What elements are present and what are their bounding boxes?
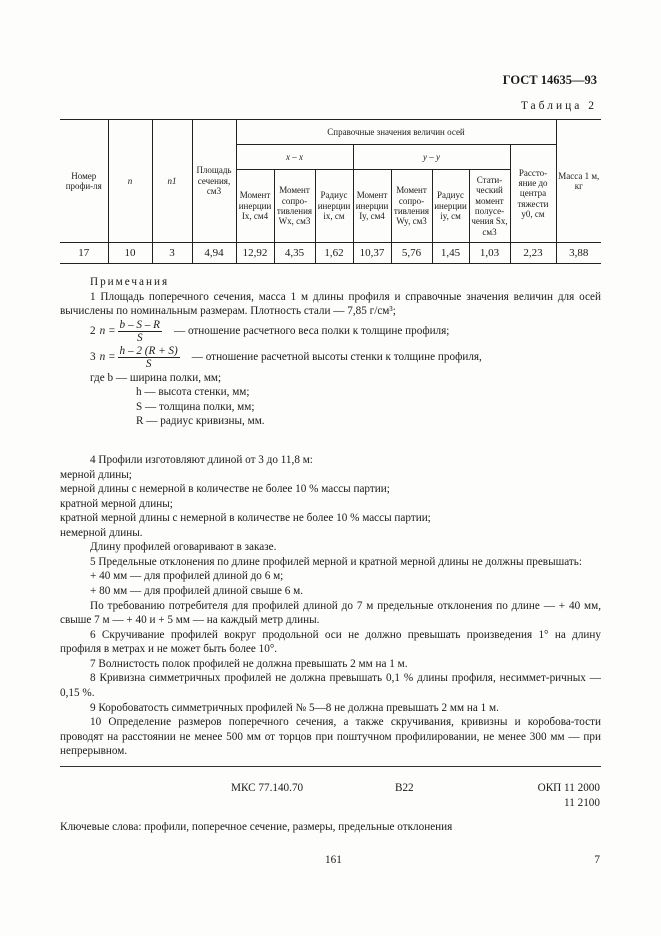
para-4f: Длину профилей оговаривают в заказе.	[90, 541, 277, 554]
note-2-numerator: b – S – R	[119, 318, 160, 331]
header-n1: n1	[152, 120, 192, 243]
cell-mass: 3,88	[556, 243, 601, 264]
para-4a: мерной длины;	[60, 468, 132, 481]
note-3-lhs: n =	[99, 351, 116, 364]
cell-area: 4,94	[192, 243, 236, 264]
para-4: 4 Профили изготовляют длиной от 3 до 11,8 м:	[90, 453, 313, 466]
okp-codes	[538, 781, 600, 810]
header-resistance-wx: Момент сопро-тивления Wx, см3	[274, 170, 315, 243]
definition-h: h — высота стенки, мм;	[136, 386, 250, 399]
note-3-formula	[60, 345, 601, 371]
para-10: 10 Определение размеров поперечного сечения, а также скручивания, кривизны и коробова-тости проводят на расстоянии не менее 500 мм от торцов при поштучном профилировании, не менее 300 мм — при непрерывном.	[60, 716, 601, 758]
note-3-denominator: S	[145, 358, 152, 371]
header-n: n	[108, 120, 152, 243]
cell-radius-ix: 1,62	[315, 243, 353, 264]
para-5b: + 80 мм — для профилей длиной свыше 6 м.	[90, 585, 304, 597]
header-mass: Масса 1 м, кг	[556, 120, 601, 243]
okp-code-1: ОКП 11 2000	[537, 782, 600, 794]
cell-moment-iy: 10,37	[353, 243, 391, 264]
note-3-text: — отношение расчетной высоты стенки к толщине профиля,	[191, 351, 482, 364]
cell-profile-number: 17	[60, 243, 108, 264]
para-4d: кратной мерной длины с немерной в количестве не более 10 % массы партии;	[60, 512, 431, 525]
para-5a: + 40 мм — для профилей длиной до 6 м;	[90, 570, 284, 583]
note-2-text: — отношение расчетного веса полки к толщине профиля;	[173, 325, 450, 338]
para-4c: кратной мерной длины;	[60, 497, 173, 510]
definition-r: R — радиус кривизны, мм.	[136, 415, 265, 428]
mks-code: МКС 77.140.70	[231, 782, 304, 794]
cell-static-moment: 1,03	[469, 243, 510, 264]
header-profile-number: Номер профи-ля	[60, 120, 108, 243]
header-reference-values: Справочные значения величин осей	[236, 120, 556, 145]
note-3-numerator: h – 2 (R + S)	[119, 344, 178, 357]
definition-s: S — толщина полки, мм;	[136, 400, 255, 413]
note-2-fraction	[118, 319, 162, 345]
para-4e: немерной длины.	[60, 526, 143, 539]
para-5c: По требованию потребителя для профилей длиной до 7 м предельные отклонения по длине — + 40 мм, свыше 7 м — + 40 и + 5 мм — на каждый метр длины.	[60, 599, 601, 627]
note-2-denominator: S	[136, 332, 143, 345]
notes-title: Примечания	[90, 276, 170, 288]
header-static-moment: Стати-ческий момент полусе-чения Sx, см3	[469, 170, 510, 243]
keywords: Ключевые слова: профили, поперечное сечение, размеры, предельные отклонения	[60, 821, 453, 833]
definitions-list	[60, 371, 601, 429]
note-3-label: 3	[90, 351, 96, 364]
cell-n1: 3	[152, 243, 192, 264]
note-2-formula	[60, 319, 601, 345]
notes-section	[60, 275, 601, 759]
footer-divider	[60, 766, 601, 767]
cell-resistance-wx: 4,35	[274, 243, 315, 264]
table-caption: Таблица 2	[520, 100, 597, 112]
para-7: 7 Волнистость полок профилей не должна превышать 2 мм на 1 м.	[90, 657, 408, 670]
header-radius-iy: Радиус инерции iy, см	[432, 170, 469, 243]
cell-distance-y0: 2,23	[510, 243, 556, 264]
standard-number: ГОСТ 14635—93	[502, 73, 597, 87]
page-number-secondary: 7	[594, 854, 600, 866]
header-area: Площадь сечения, см3	[192, 120, 236, 243]
header-axis-xx: x – x	[236, 145, 353, 170]
para-9: 9 Коробоватость симметричных профилей № 5—8 не должна превышать 2 мм на 1 м.	[90, 701, 499, 714]
para-6: 6 Скручивание профилей вокруг продольной оси не должно превышать произведения 1° на длину профиля в метрах и не может быть более 10°.	[60, 628, 601, 656]
para-5: 5 Предельные отклонения по длине профилей мерной и кратной мерной длины не должны превышать:	[90, 555, 582, 568]
cell-radius-iy: 1,45	[432, 243, 469, 264]
header-radius-ix: Радиус инерции ix, см	[315, 170, 353, 243]
definition-b: где b — ширина полки, мм;	[90, 371, 222, 384]
group-code: В22	[395, 782, 414, 794]
page-number: 161	[325, 854, 342, 866]
note-2-lhs: n =	[99, 325, 116, 338]
header-moment-iy: Момент инерции Iy, см4	[353, 170, 391, 243]
para-4b: мерной длины с немерной в количестве не более 10 % массы партии;	[60, 483, 390, 496]
table-row	[60, 243, 601, 264]
note-2-label: 2	[90, 325, 96, 338]
cell-n: 10	[108, 243, 152, 264]
header-distance-y0: Рассто-яние до центра тяжести y0, см	[510, 145, 556, 243]
cell-moment-ix: 12,92	[236, 243, 274, 264]
profile-properties-table	[60, 119, 601, 264]
note-1: 1 Площадь поперечного сечения, масса 1 м длины профиля и справочные значения величин для осей вычислены по номинальным размерам. Плотность стали — 7,85 г/см³;	[60, 290, 601, 318]
header-moment-ix: Момент инерции Ix, см4	[236, 170, 274, 243]
okp-code-2: 11 2100	[564, 796, 600, 809]
header-axis-yy: y – y	[353, 145, 510, 170]
header-resistance-wy: Момент сопро-тивления Wy, см3	[391, 170, 432, 243]
para-8: 8 Кривизна симметричных профилей не должна превышать 0,1 % длины профиля, несиммет-ричных — 0,15 %.	[60, 672, 601, 699]
cell-resistance-wy: 5,76	[391, 243, 432, 264]
note-3-fraction	[118, 345, 180, 371]
